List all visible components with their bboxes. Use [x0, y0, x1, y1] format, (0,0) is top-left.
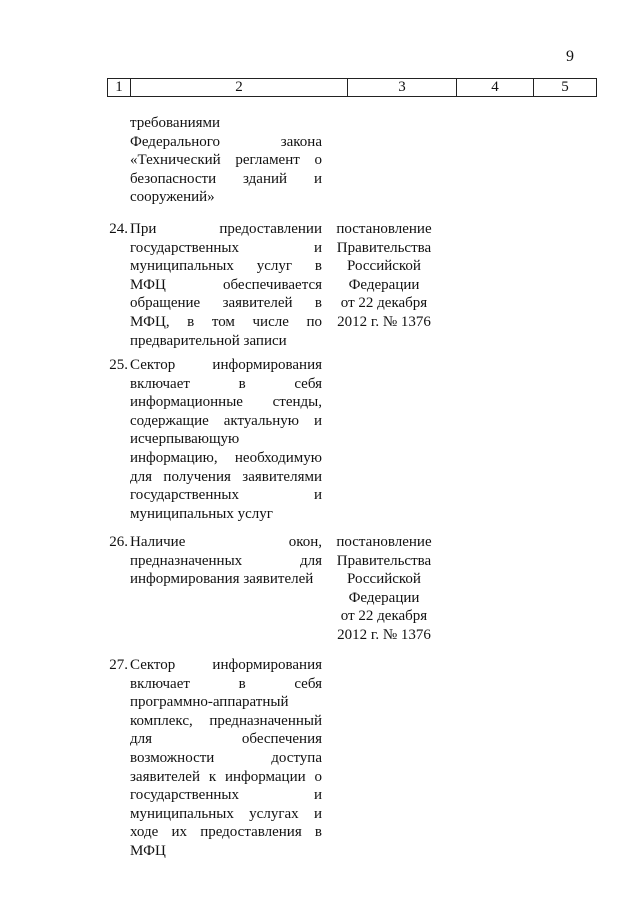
text-line: исчерпывающую: [130, 431, 240, 448]
text-line: ходе их предоставления в: [130, 824, 322, 841]
text-line: для обеспечения: [130, 731, 322, 748]
text-line: муниципальных услугах и: [130, 805, 322, 822]
text-line: включает в себя: [130, 375, 322, 392]
text-line: Наличие окон,: [130, 534, 322, 550]
text-line: предварительной записи: [130, 332, 287, 349]
text-line: МФЦ: [130, 842, 166, 859]
item-description: [130, 220, 322, 350]
column-header-4: 4: [457, 79, 534, 97]
text-line: содержащие актуальную и: [130, 412, 322, 429]
item-number: 24.: [109, 221, 128, 237]
item-number: 27.: [109, 657, 128, 673]
text-line: информационные стенды,: [130, 394, 322, 411]
text-line: информацию, необходимую: [130, 449, 322, 466]
text-line: требованиями: [130, 115, 221, 131]
legal-basis: [334, 533, 434, 645]
text-line: информирования заявителей: [130, 571, 314, 588]
text-line: государственных и: [130, 787, 322, 804]
text-line: государственных и: [130, 487, 322, 504]
basis-line: Федерации: [348, 589, 420, 606]
text-line: для получения заявителями: [130, 468, 322, 485]
text-line: обращение заявителей в: [130, 295, 322, 312]
text-line: комплекс, предназначенный: [130, 712, 322, 729]
text-line: безопасности зданий и: [130, 170, 322, 187]
text-line: «Технический регламент о: [130, 152, 322, 169]
basis-line: Правительства: [336, 239, 432, 256]
basis-line: 2012 г. № 1376: [337, 626, 431, 643]
basis-line: 2012 г. № 1376: [337, 313, 431, 330]
text-line: Сектор информирования: [130, 357, 322, 373]
text-line: Федерального закона: [130, 133, 322, 150]
basis-line: Федерации: [348, 276, 420, 293]
basis-line: от 22 декабря: [340, 295, 428, 312]
text-line: муниципальных услуг в: [130, 258, 322, 275]
text-line: муниципальных услуг: [130, 505, 273, 522]
basis-line: Правительства: [336, 552, 432, 569]
text-line: программно-аппаратный: [130, 694, 289, 711]
item-description: [130, 356, 322, 523]
basis-line: Российской: [347, 258, 421, 275]
column-header-5: 5: [534, 79, 597, 97]
basis-line: постановление: [336, 221, 432, 237]
text-line: МФЦ обеспечивается: [130, 276, 322, 293]
text-line: Сектор информирования: [130, 657, 322, 673]
item-description: [130, 656, 322, 861]
basis-line: от 22 декабря: [340, 608, 428, 625]
text-line: сооружений»: [130, 189, 215, 206]
continuation-text: [130, 114, 322, 207]
text-line: государственных и: [130, 239, 322, 256]
legal-basis: [334, 220, 434, 332]
basis-line: Российской: [347, 571, 421, 588]
text-line: возможности доступа: [130, 749, 322, 766]
page-number: 9: [566, 48, 574, 65]
text-line: заявителей к информации о: [130, 768, 322, 785]
text-line: МФЦ, в том числе по: [130, 313, 322, 330]
text-line: При предоставлении: [130, 221, 322, 237]
column-header-1: 1: [108, 79, 131, 97]
item-description: [130, 533, 322, 589]
basis-line: постановление: [336, 534, 432, 550]
item-number: 25.: [109, 357, 128, 373]
text-line: предназначенных для: [130, 552, 322, 569]
column-header-2: 2: [131, 79, 348, 97]
column-header-table: [107, 78, 597, 97]
item-number: 26.: [109, 534, 128, 550]
text-line: включает в себя: [130, 675, 322, 692]
column-header-3: 3: [348, 79, 457, 97]
